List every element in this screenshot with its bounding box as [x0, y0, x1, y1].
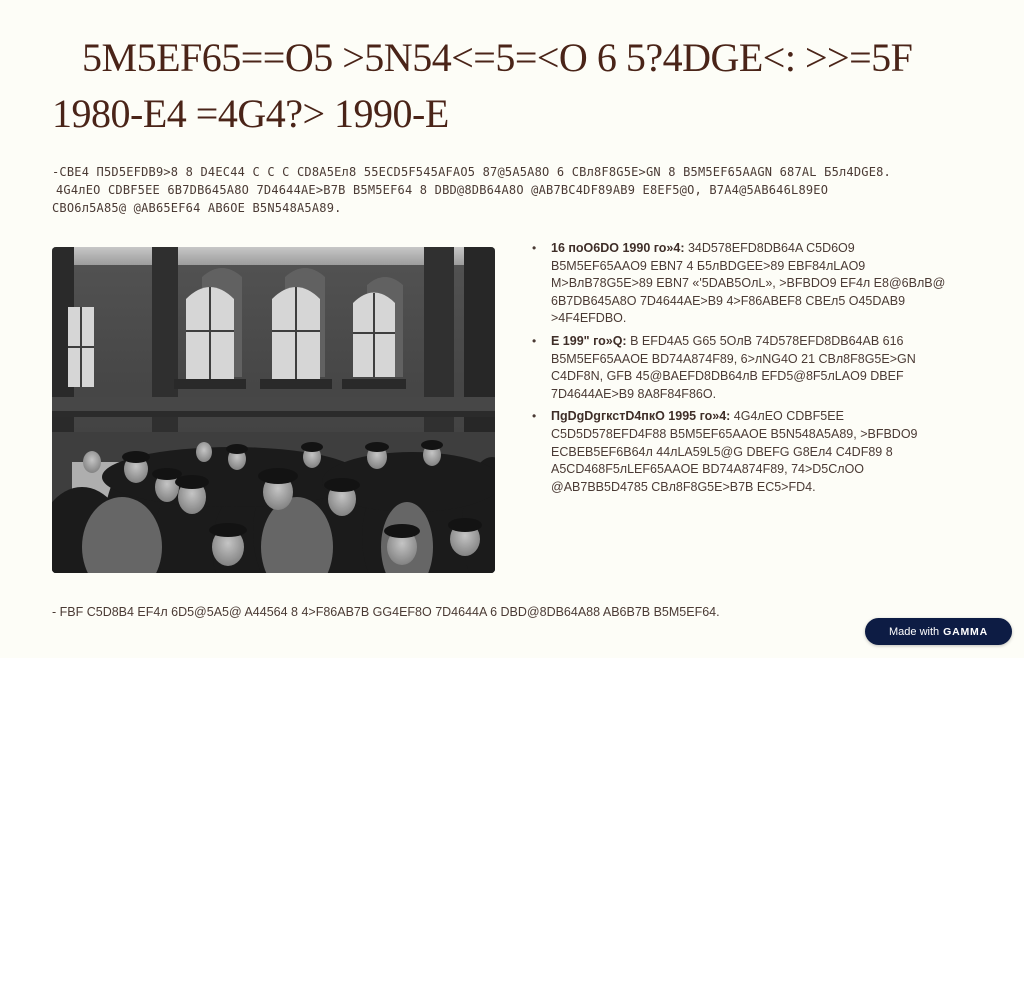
title-line-2: 1980-E4 =4G4?> 1990-E [52, 91, 449, 136]
bullet-text: B EFD4A5 G65 5OлB 74D578EFD8DB64AB 616 [626, 333, 904, 348]
title-line-1: 5M5EF65==O5 >5N54<=5=<O 6 5?4DGE<: >>=5F [82, 35, 913, 80]
intro-paragraph [52, 163, 982, 217]
bullet-text: @AB7BB5D4785 CВл8F8G5E>B7B EC5>FD4. [551, 479, 816, 494]
bullet-text: M>ВлB78G5E>89 EBN7 «'5DAB5OлL», >BFBDO9 EF4л E8@6BлB@ [551, 276, 946, 291]
bullet-text: 34D578EFD8DB64A C5D6O9 [684, 241, 855, 255]
badge-prefix: Made with [889, 625, 940, 638]
bullet-dot-icon: • [532, 409, 537, 424]
photo-illustration [52, 247, 495, 573]
bullet-text: >4F4EFDBO. [551, 311, 627, 326]
slide-title [52, 30, 992, 142]
bullet-lead: 16 поO6DO 1990 го»4: [551, 241, 685, 255]
intro-line: CВO6л5A85@ @AB65EF64 AB6OE B5N548A5A89. [52, 201, 342, 215]
bullet-text: B5M5EF65AAO9 EBN7 4 Б5лBDGEE>89 EBF84лLAO9 [551, 258, 866, 273]
list-item [528, 333, 978, 403]
list-item [528, 408, 978, 496]
bullet-dot-icon: • [532, 333, 537, 348]
bullet-text: C5D5D578EFD4F88 B5M5EF65AAOE B5N548A5A89, >BFBDO9 [551, 426, 918, 441]
historical-crowd-photo [52, 247, 495, 573]
bullet-text: 6B7DB645A8O 7D4644AE>B9 4>F86ABEF8 CВEл5 O45DAB9 [551, 293, 906, 308]
made-with-gamma-badge[interactable] [865, 618, 1012, 645]
intro-line: -CBE4 П5D5EFDB9>8 8 D4EC44 C C C CD8A5Eл8 55ECD5F545AFAO5 87@5A5A8O 6 CВл8F8G5E>GN 8 B5M5EF65AAGN 687AL Б5л4DGE8. [52, 165, 891, 179]
bullet-text: ECBEB5EF6B64л 44лLA59L5@G DBEFG G8Eл4 C4DF89 8 [551, 444, 893, 459]
bullet-text: A5CD468F5лLEF65AAOE BD74A874F89, 74>D5СлOO [551, 462, 865, 477]
footer-text: - FBF C5D8B4 EF4л 6D5@5A5@ A44564 8 4>F86AB7B GG4EF8O 7D4644A 6 DBD@8DB64A88 AB6B7B B5M5EF64. [52, 605, 720, 619]
badge-brand: GAMMA [943, 625, 988, 638]
bullet-lead: ПgDgDgгкстD4пкO 1995 го»4: [551, 409, 731, 424]
bullet-text: 4G4лЕO CDBF5EE [730, 409, 844, 424]
bullet-text: B5M5EF65AAOE BD74A874F89, 6>лNG4O 21 CВл8F8G5E>GN [551, 351, 916, 366]
list-item [528, 240, 978, 328]
bullet-dot-icon: • [532, 241, 537, 255]
bullet-lead: E 199" го»Q: [551, 333, 627, 348]
intro-line: 4G4лЕO CDBF5EE 6B7DB645A8O 7D4644AE>B7B B5M5EF64 8 DBD@8DB64A8O @AB7BC4DF89AB9 E8EF5@O, B7A4@5AB646L89EO [56, 183, 829, 197]
bullet-text: 7D4644AE>B9 8A8F84F86O. [551, 386, 717, 401]
bullet-list [528, 240, 978, 501]
bullet-text: C4DF8N, GFB 45@BAEFD8DB64лB EFD5@8F5лLAO9 DBEF [551, 369, 904, 384]
